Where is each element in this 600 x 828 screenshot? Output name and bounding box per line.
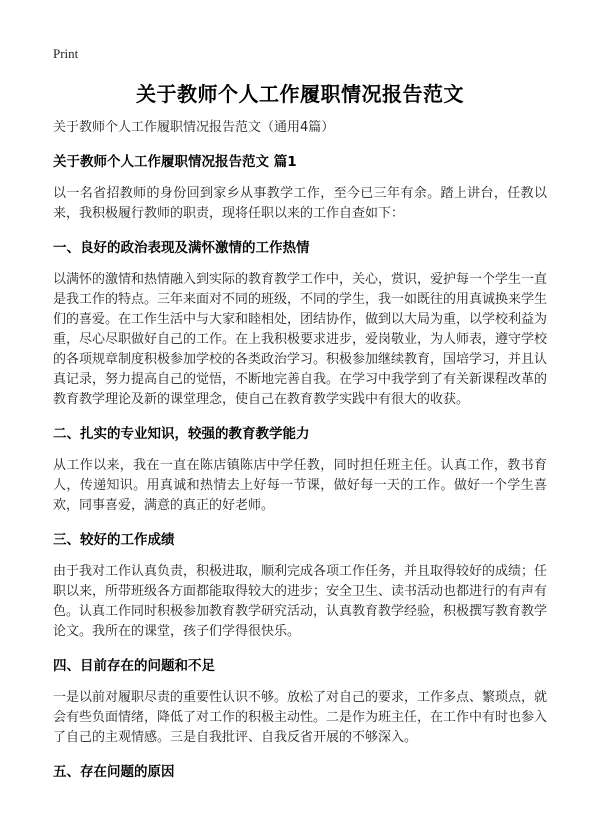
paragraph-current-problems: 一是以前对履职尽责的重要性认识不够。放松了对自己的要求，工作多点、繁琐点，就会有些负面情绪，降低了对工作的积极主动性。二是作为班主任，在工作中有时也参入了自己的主观情感。三是自我批评、自我反省开展的不够深入。 — [53, 690, 548, 745]
heading-problem-causes: 五、存在问题的原因 — [53, 764, 175, 780]
paragraph-political-performance: 以满怀的激情和热情融入到实际的教育教学工作中，关心，赏识，爱护每一个学生一直是我工作的特点。三年来面对不同的班级，不同的学生，我一如既往的用真诚换来学生们的喜爱。在工作生活中与大家和睦相处，团结协作，做到以大局为重，以学校利益为重，尽心尽职做好自己的工作。在上我积极要求进步，爱岗敬业，为人师表，遵守学校的各项规章制度积极参加学校的各类政治学习。积极参加继续教育，国培学习，并且认真记录，努力提高自己的觉悟，不断地完善自我。在学习中我学到了有关新课程改革的教育教学理论及新的课堂理念，使自己在教育教学实践中有很大的收获。 — [53, 272, 548, 407]
paragraph-professional-knowledge: 从工作以来，我在一直在陈店镇陈店中学任教，同时担任班主任。认真工作，教书育人，传递知识。用真诚和热情去上好每一节课，做好每一天的工作。做好一个学生喜欢，同事喜爱，满意的真正的好老师。 — [53, 458, 547, 513]
heading-current-problems: 四、目前存在的问题和不足 — [53, 658, 215, 674]
page-title: 关于教师个人工作履职情况报告范文 — [136, 82, 464, 106]
paragraph-work-results: 由于我对工作认真负责，积极进取，顺利完成各项工作任务，并且取得较好的成绩；任职以来，所带班级各方面都能取得较大的进步；安全卫生、读书活动也都进行的有声有色。认真工作同时积极参加教育教学研究活动，认真教育教学经验，积极撰写教育教学论文。我所在的课堂，孩子们学得很快乐。 — [53, 564, 548, 639]
section-heading: 关于教师个人工作履职情况报告范文 篇1 — [53, 154, 297, 170]
heading-professional-knowledge: 二、扎实的专业知识，较强的教育教学能力 — [53, 426, 310, 442]
document-subtitle: 关于教师个人工作履职情况报告范文（通用4篇） — [53, 120, 335, 135]
document-body — [53, 118, 547, 794]
print-link[interactable]: Print — [53, 46, 79, 61]
heading-work-results: 三、较好的工作成绩 — [53, 532, 175, 548]
intro-paragraph: 以一名省招教师的身份回到家乡从事教学工作，至今已三年有余。踏上讲台，任教以来，我积极履行教师的职责，现将任职以来的工作自查如下： — [53, 186, 547, 221]
heading-political-performance: 一、良好的政治表现及满怀激情的工作热情 — [53, 240, 310, 256]
